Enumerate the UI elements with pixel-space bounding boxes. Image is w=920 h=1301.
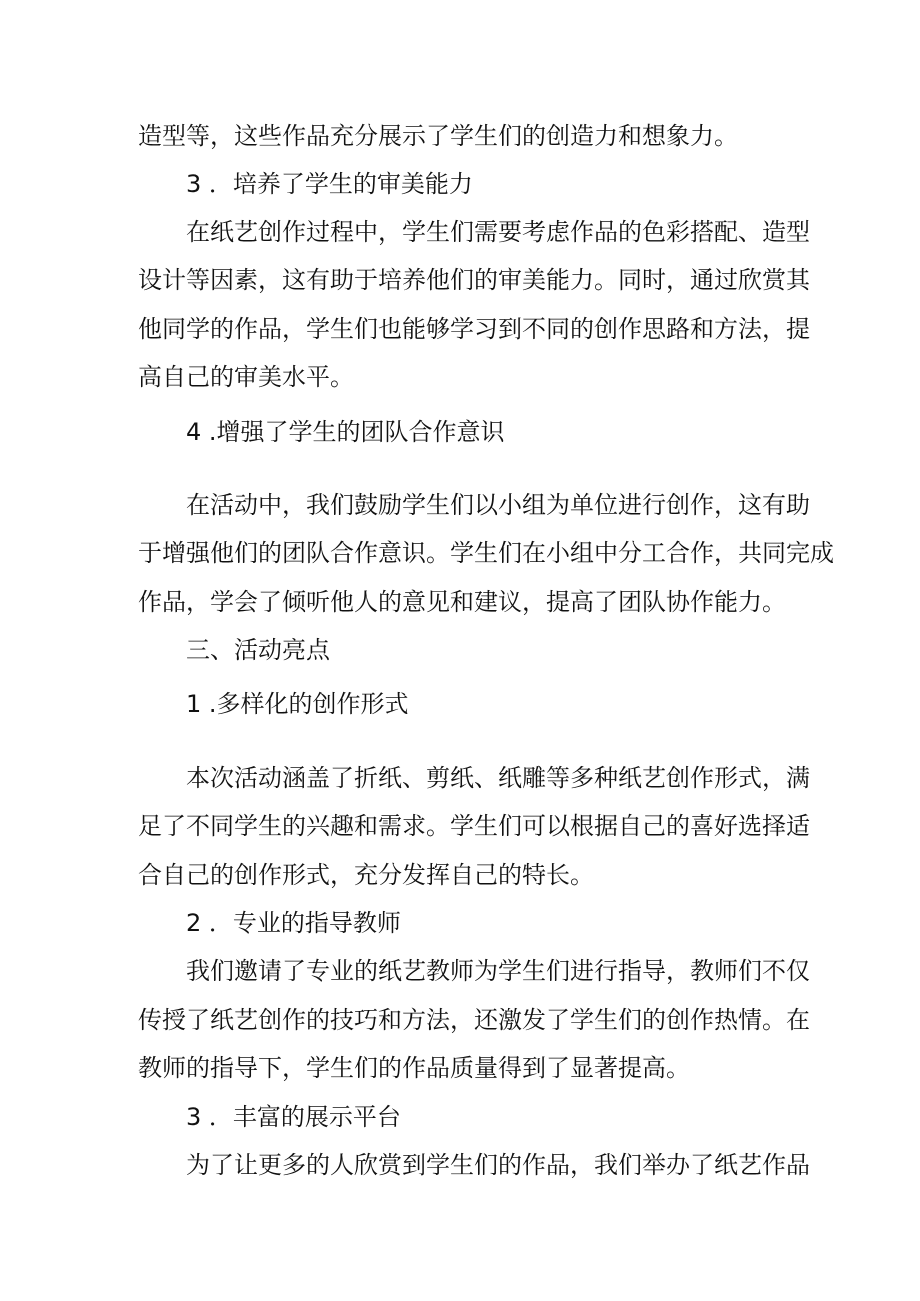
- paragraph-line: 合自己的创作形式，充分发挥自己的特长。: [138, 861, 594, 889]
- paragraph-line: 教师的指导下，学生们的作品质量得到了显著提高。: [138, 1054, 690, 1082]
- section-heading: 1 .多样化的创作形式: [186, 690, 409, 718]
- paragraph-line: 于增强他们的团队合作意识。学生们在小组中分工合作，共同完成: [138, 539, 834, 567]
- paragraph-line: 作品，学会了倾听他人的意见和建议，提高了团队协作能力。: [138, 588, 786, 616]
- paragraph-line: 造型等，这些作品充分展示了学生们的创造力和想象力。: [138, 122, 738, 150]
- paragraph-line: 设计等因素，这有助于培养他们的审美能力。同时，通过欣赏其: [138, 266, 810, 294]
- section-heading: 4 .增强了学生的团队合作意识: [186, 418, 505, 446]
- paragraph-line: 在活动中，我们鼓励学生们以小组为单位进行创作，这有助: [186, 491, 810, 519]
- paragraph-line: 足了不同学生的兴趣和需求。学生们可以根据自己的喜好选择适: [138, 812, 810, 840]
- paragraph-line: 我们邀请了专业的纸艺教师为学生们进行指导，教师们不仅: [186, 957, 810, 985]
- paragraph-line: 为了让更多的人欣赏到学生们的作品，我们举办了纸艺作品: [186, 1151, 810, 1179]
- section-heading: 三、活动亮点: [186, 636, 330, 664]
- paragraph-line: 传授了纸艺创作的技巧和方法，还激发了学生们的创作热情。在: [138, 1006, 810, 1034]
- paragraph-line: 本次活动涵盖了折纸、剪纸、纸雕等多种纸艺创作形式，满: [186, 764, 810, 792]
- section-heading: 3 ．培养了学生的审美能力: [186, 170, 473, 198]
- paragraph-line: 在纸艺创作过程中，学生们需要考虑作品的色彩搭配、造型: [186, 218, 810, 246]
- paragraph-line: 他同学的作品，学生们也能够学习到不同的创作思路和方法，提: [138, 315, 810, 343]
- section-heading: 3 ．丰富的展示平台: [186, 1103, 401, 1131]
- paragraph-line: 高自己的审美水平。: [138, 363, 354, 391]
- section-heading: 2 ．专业的指导教师: [186, 909, 401, 937]
